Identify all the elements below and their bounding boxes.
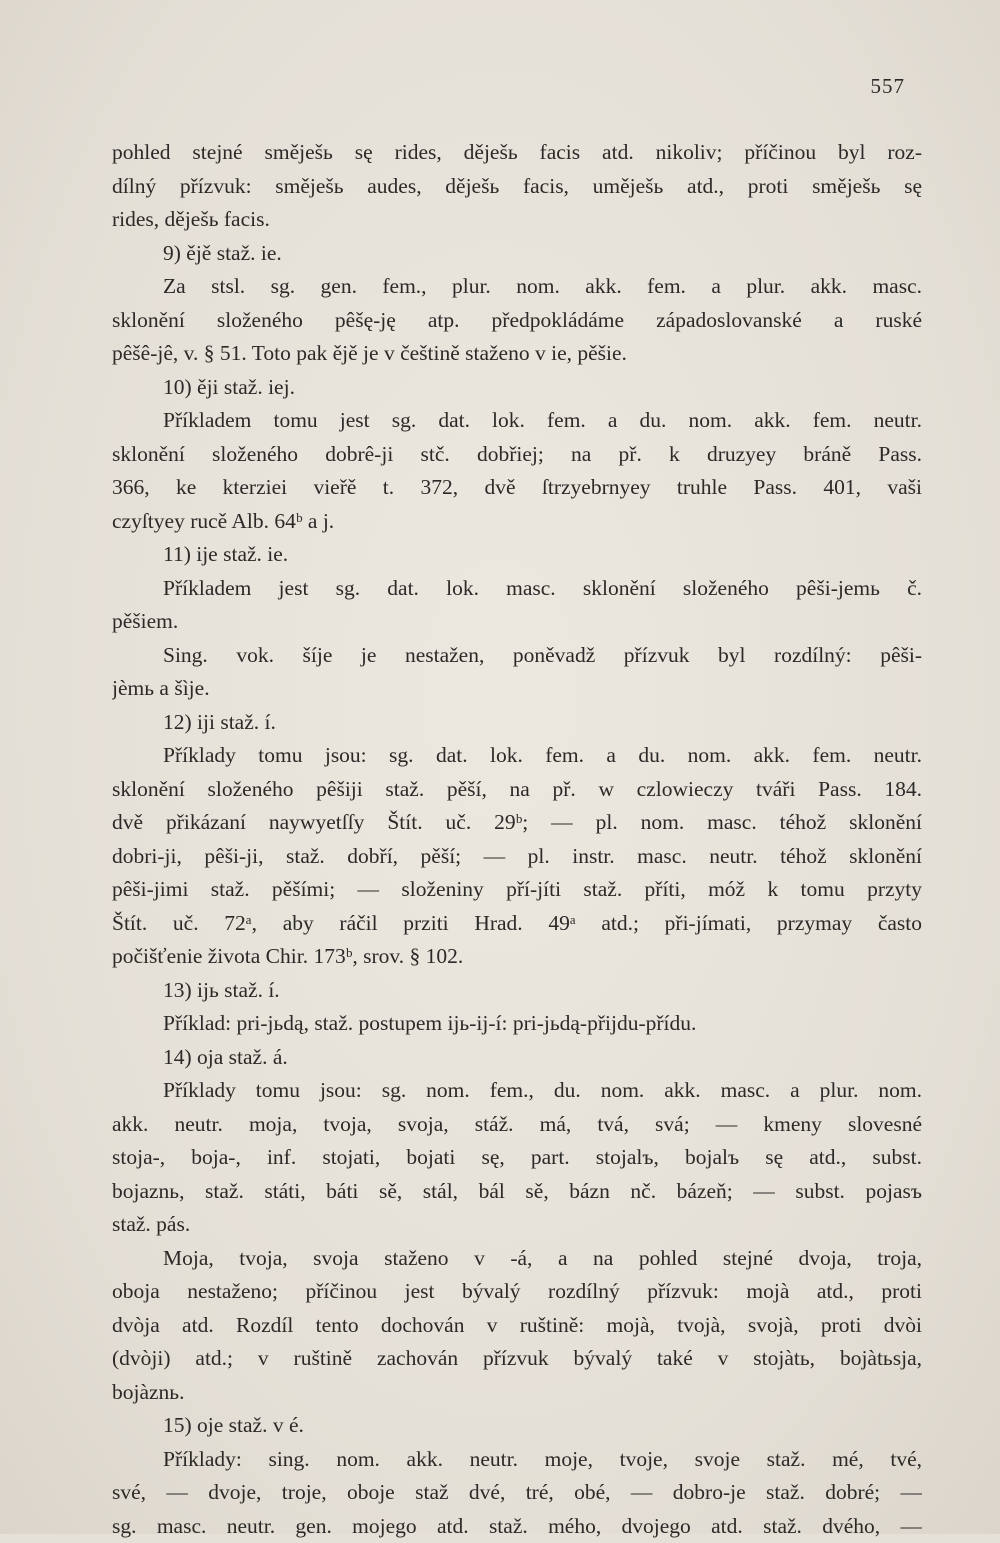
- text-line: Štít. uč. 72ᵃ, aby ráčil prziti Hrad. 49ᵃ atd.; při-jímati, przymay často: [112, 907, 922, 941]
- page-text: [112, 136, 922, 1543]
- section-heading: 13) ijь staž. í.: [112, 974, 922, 1008]
- text-line: pěšiem.: [112, 605, 922, 639]
- text-line: Za stsl. sg. gen. fem., plur. nom. akk. fem. a plur. akk. masc.: [112, 270, 922, 304]
- text-line: dvòja atd. Rozdíl tento dochován v ruštině: mojà, tvojà, svojà, proti dvòi: [112, 1309, 922, 1343]
- text-line: Příklady tomu jsou: sg. nom. fem., du. nom. akk. masc. a plur. nom.: [112, 1074, 922, 1108]
- section-heading: 12) iji staž. í.: [112, 706, 922, 740]
- section-heading: 9) ějě staž. ie.: [112, 237, 922, 271]
- text-line: sklonění složeného dobrê-ji stč. dobřiej; na př. k druzyey bráně Pass.: [112, 438, 922, 472]
- text-line: jèmь a šìje.: [112, 672, 922, 706]
- text-line: stoja-, boja-, inf. stojati, bojati sę, part. stojalъ, bojalъ sę atd., subst.: [112, 1141, 922, 1175]
- text-line: dvě přikázaní naywyetſſy Štít. uč. 29ᵇ; — pl. nom. masc. téhož sklonění: [112, 806, 922, 840]
- text-line: dobri-ji, pêši-ji, staž. dobří, pěší; — pl. instr. masc. neutr. téhož sklonění: [112, 840, 922, 874]
- section-heading: 11) ije staž. ie.: [112, 538, 922, 572]
- text-line: Příkladem jest sg. dat. lok. masc. sklonění složeného pêši-jemь č.: [112, 572, 922, 606]
- text-line: rides, děješь facis.: [112, 203, 922, 237]
- text-line: bojàznь.: [112, 1376, 922, 1410]
- section-heading: 14) oja staž. á.: [112, 1041, 922, 1075]
- text-line: 366, ke kterziei vieřě t. 372, dvě ſtrzyebrnyey truhle Pass. 401, vaši: [112, 471, 922, 505]
- text-line: Příklady tomu jsou: sg. dat. lok. fem. a du. nom. akk. fem. neutr.: [112, 739, 922, 773]
- section-heading: 10) ěji staž. iej.: [112, 371, 922, 405]
- text-line: sklonění složeného pêšę-ję atp. předpokládáme západoslovanské a ruské: [112, 304, 922, 338]
- text-line: počišťenie života Chir. 173ᵇ, srov. § 102.: [112, 940, 922, 974]
- text-line: czyſtyey rucě Alb. 64ᵇ a j.: [112, 505, 922, 539]
- text-line: Příklad: pri-jьdą, staž. postupem ijь-ij-í: pri-jьdą-přijdu-přídu.: [112, 1007, 922, 1041]
- text-line: akk. neutr. moja, tvoja, svoja, stáž. má, tvá, svá; — kmeny slovesné: [112, 1108, 922, 1142]
- text-line: pêši-jimi staž. pěšími; — složeniny pří-jíti staž. příti, móž k tomu przyty: [112, 873, 922, 907]
- section-heading: 15) oje staž. v é.: [112, 1409, 922, 1443]
- text-line: staž. pás.: [112, 1208, 922, 1242]
- text-line: Příklady: sing. nom. akk. neutr. moje, tvoje, svoje staž. mé, tvé,: [112, 1443, 922, 1477]
- text-line: bojaznь, staž. státi, báti sě, stál, bál sě, bázn nč. bázeň; — subst. pojasъ: [112, 1175, 922, 1209]
- text-line: oboja nestaženo; příčinou jest bývalý rozdílný přízvuk: mojà atd., proti: [112, 1275, 922, 1309]
- text-line: Sing. vok. šíje je nestažen, poněvadž přízvuk byl rozdílný: pêši-: [112, 639, 922, 673]
- text-line: pêšê-jê, v. § 51. Toto pak ějě je v češtině staženo v ie, pěšie.: [112, 337, 922, 371]
- text-line: sg. masc. neutr. gen. mojego atd. staž. mého, dvojego atd. staž. dvého, —: [112, 1510, 922, 1543]
- text-line: dílný přízvuk: směješь audes, děješь facis, uměješь atd., proti směješь sę: [112, 170, 922, 204]
- text-line: Příkladem tomu jest sg. dat. lok. fem. a du. nom. akk. fem. neutr.: [112, 404, 922, 438]
- text-line: své, — dvoje, troje, oboje staž dvé, tré, obé, — dobro-je staž. dobré; —: [112, 1476, 922, 1510]
- text-line: pohled stejné směješь sę rides, děješь facis atd. nikoliv; příčinou byl roz-: [112, 136, 922, 170]
- text-line: Moja, tvoja, svoja staženo v -á, a na pohled stejné dvoja, troja,: [112, 1242, 922, 1276]
- page-number: 557: [871, 74, 906, 99]
- text-line: sklonění složeného pêšiji staž. pěší, na př. w czlowieczy tváři Pass. 184.: [112, 773, 922, 807]
- text-line: (dvòji) atd.; v ruštině zachován přízvuk bývalý také v stojàtь, bojàtьsja,: [112, 1342, 922, 1376]
